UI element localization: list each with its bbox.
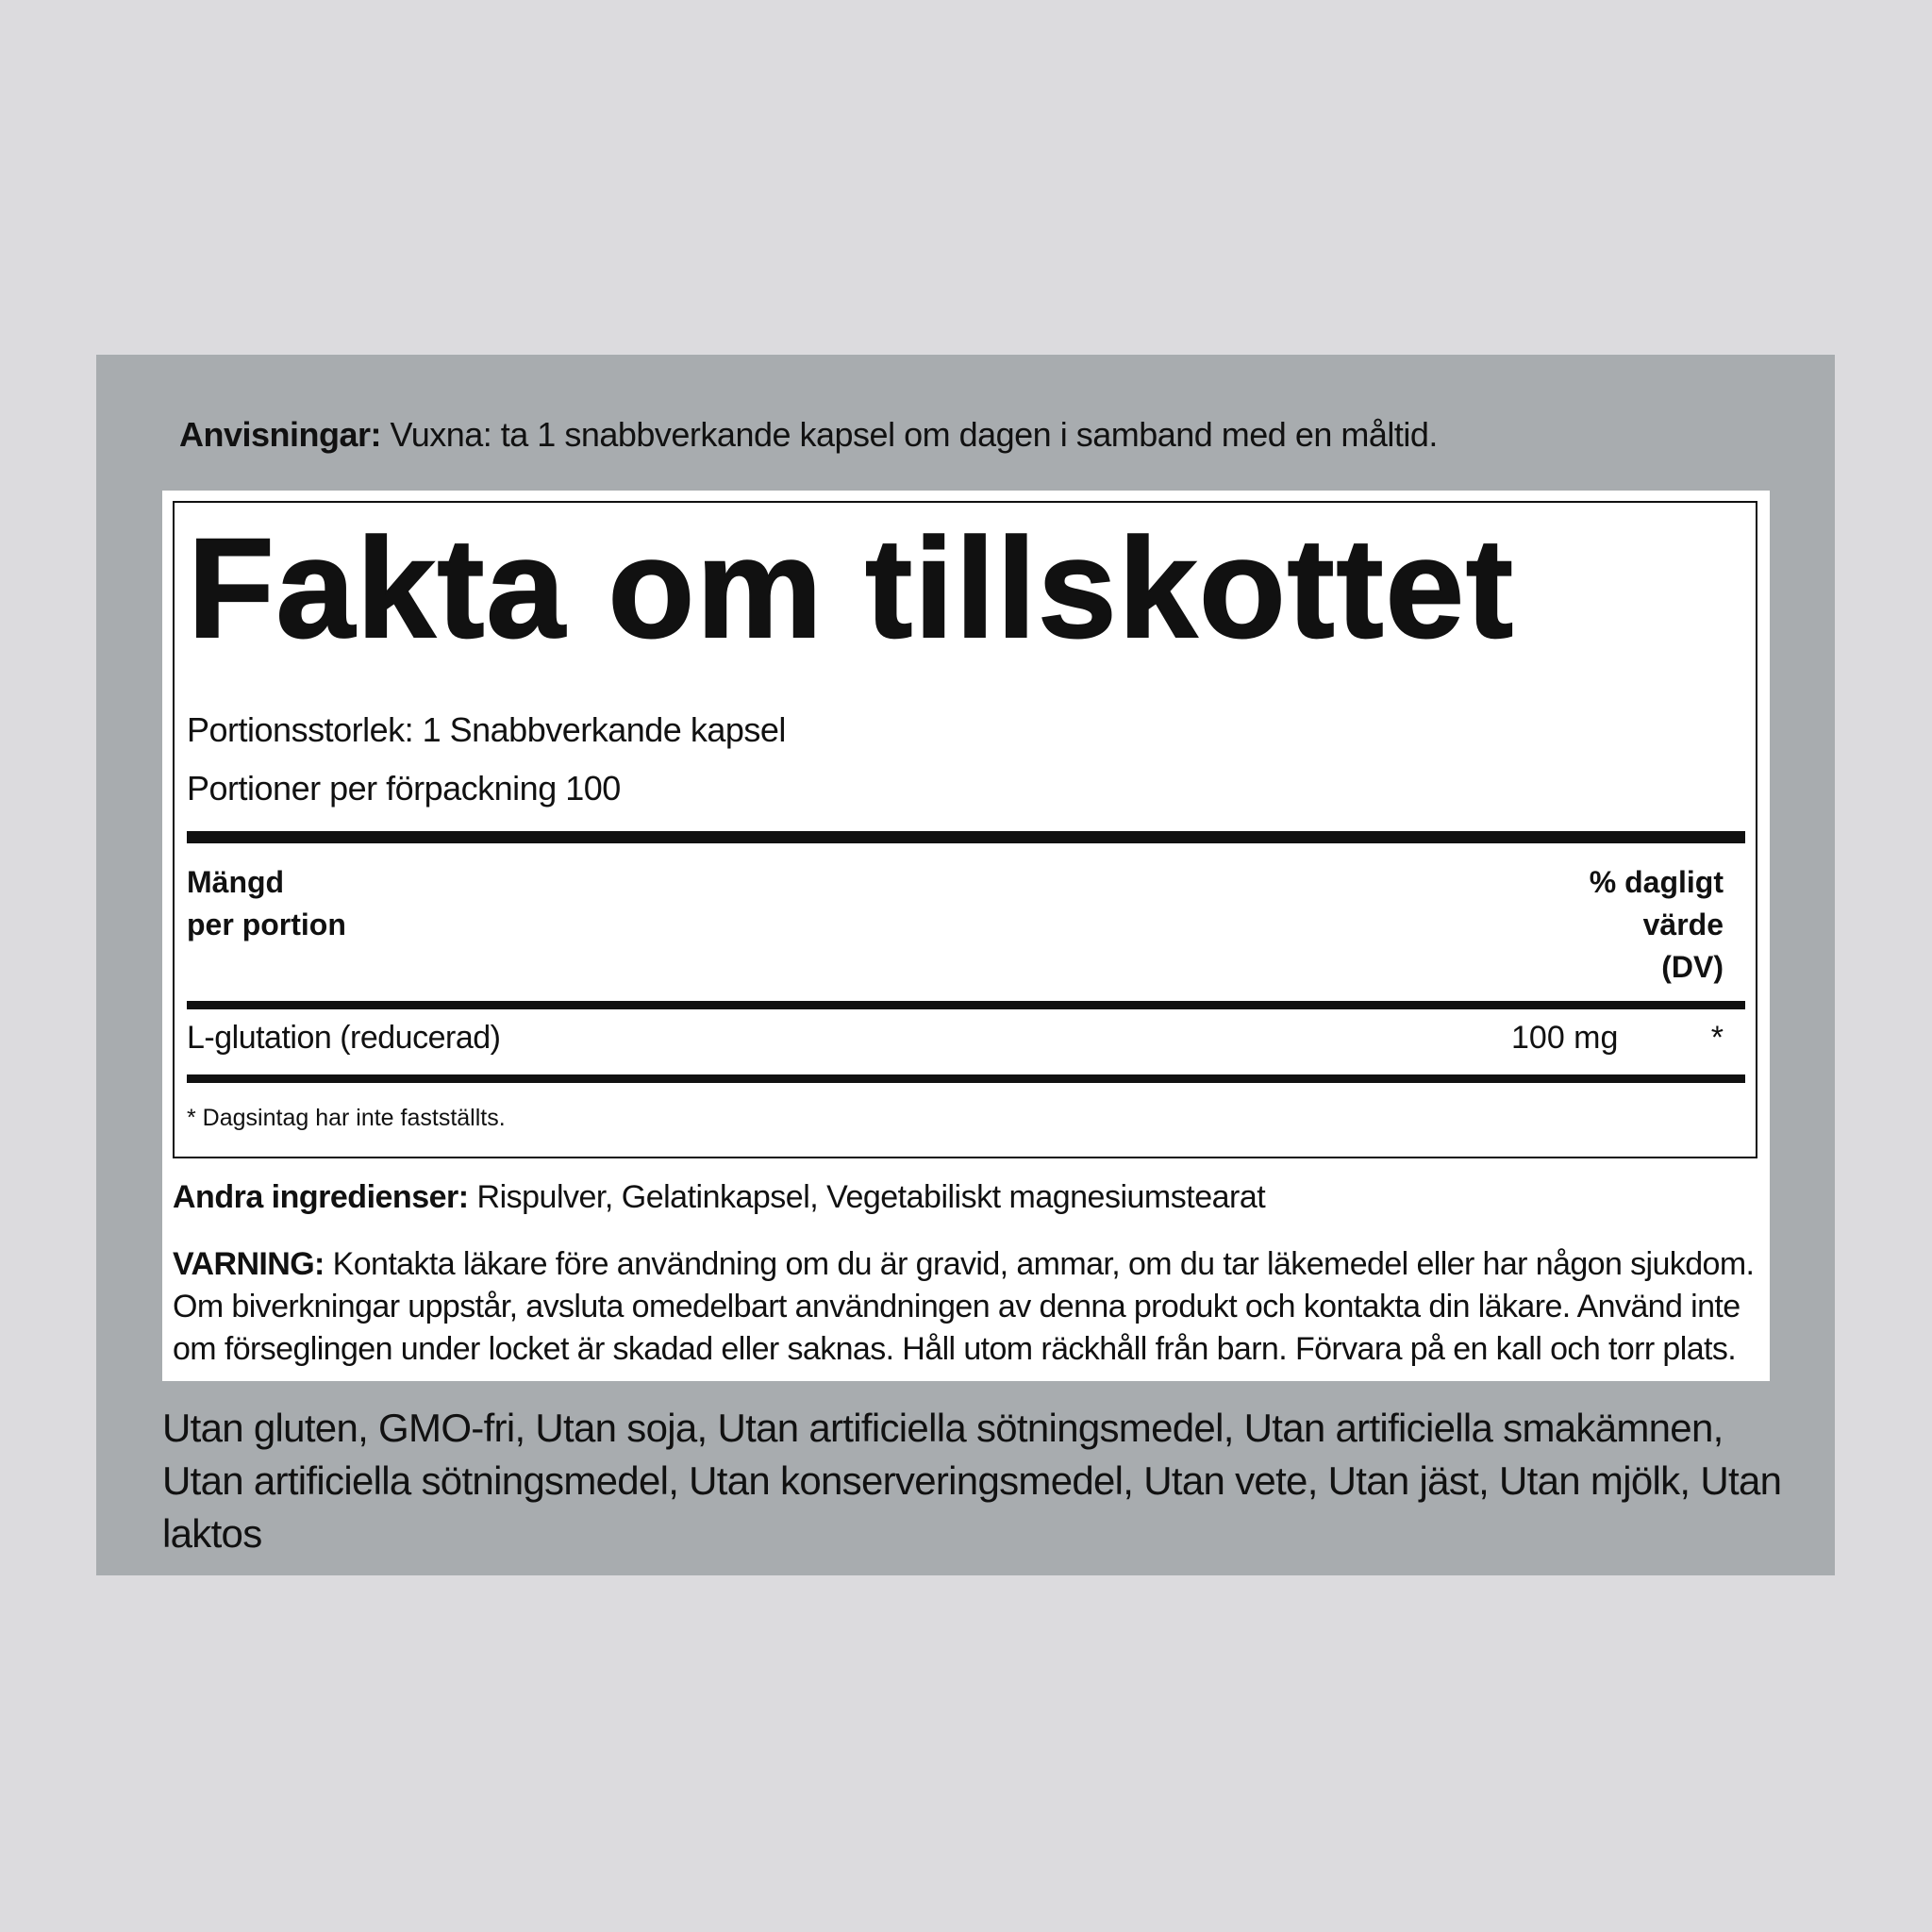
header-right-line: % dagligt	[1589, 865, 1724, 899]
directions-text: Vuxna: ta 1 snabbverkande kapsel om dagen i samband med en måltid.	[381, 415, 1438, 454]
warning-text: Kontakta läkare före användning om du är gravid, ammar, om du tar läkemedel eller har någon sjukdom. Om biverkningar uppstår, avsluta omedelbart användningen av denna produkt och kontakta din läkare. Använd inte om förseglingen under locket är skadad eller saknas. Håll utom räckhåll från barn. Förvara på en kall och torr plats.	[173, 1246, 1755, 1367]
free-from-claims: Utan gluten, GMO-fri, Utan soja, Utan artificiella sötningsmedel, Utan artificiella smakämnen, Utan artificiella sötningsmedel, Utan konserveringsmedel, Utan vete, Utan jäst, Utan mjölk, Utan laktos	[162, 1406, 1782, 1556]
directions-label: Anvisningar:	[179, 415, 382, 454]
ingredient-name: L-glutation (reducerad)	[187, 1020, 501, 1056]
divider-thick	[187, 1074, 1745, 1083]
ingredient-daily-value: *	[1710, 1020, 1724, 1056]
amount-per-serving-header	[187, 861, 346, 946]
header-right-line: värde	[1642, 908, 1724, 941]
daily-value-header	[1590, 861, 1724, 989]
supplement-facts-box	[173, 501, 1757, 1158]
warning	[173, 1243, 1757, 1371]
divider-thick	[187, 1001, 1745, 1009]
directions	[179, 415, 1438, 455]
other-ingredients-label: Andra ingredienser:	[173, 1179, 469, 1215]
warning-label: VARNING:	[173, 1246, 325, 1282]
header-right-line: (DV)	[1661, 950, 1724, 984]
ingredient-amount: 100 mg	[1511, 1020, 1619, 1056]
serving-size: Portionsstorlek: 1 Snabbverkande kapsel	[187, 710, 786, 749]
header-left-line: Mängd	[187, 865, 285, 899]
facts-title: Fakta om tillskottet	[188, 508, 1515, 667]
other-ingredients-text: Rispulver, Gelatinkapsel, Vegetabiliskt magnesiumstearat	[468, 1179, 1266, 1215]
footnote: * Dagsintag har inte fastställts.	[187, 1105, 506, 1131]
divider-thick	[187, 831, 1745, 843]
other-ingredients	[173, 1179, 1265, 1216]
header-left-line: per portion	[187, 908, 346, 941]
servings-per-container: Portioner per förpackning 100	[187, 769, 621, 808]
